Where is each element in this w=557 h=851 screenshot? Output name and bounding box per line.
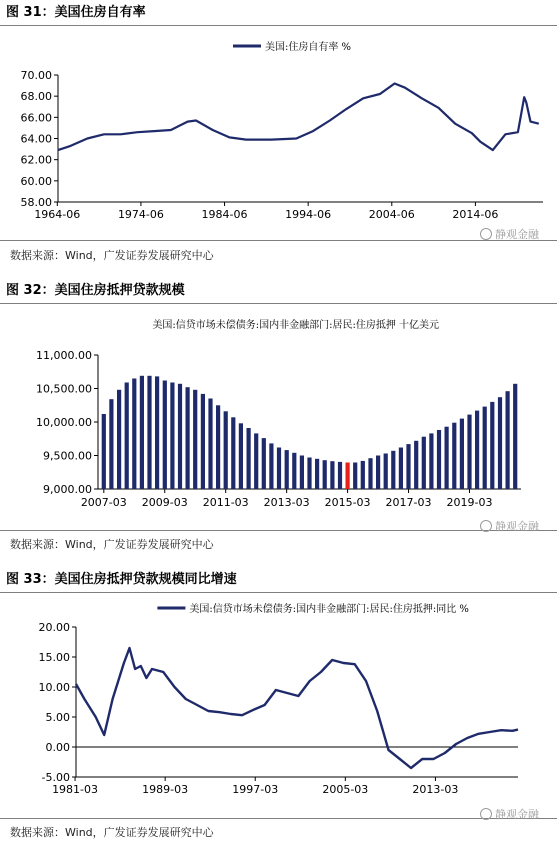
y-tick-label: -5.00: [41, 771, 70, 784]
y-tick-label: 62.00: [20, 153, 52, 167]
bar-2012Q1: [254, 433, 258, 489]
bar-2020Q3: [513, 384, 517, 489]
bar-2011Q2: [231, 417, 235, 489]
y-tick-label: 10,000.00: [36, 416, 92, 429]
chart-31-panel: [8, 30, 549, 240]
bar-2017Q2: [414, 441, 418, 489]
y-tick-label: 68.00: [20, 90, 52, 104]
bar-2007Q3: [117, 390, 121, 489]
divider-33-top: [0, 592, 557, 593]
bar-2013Q3: [300, 456, 304, 490]
bar-2007Q2: [109, 399, 113, 489]
figure-33-title: 图 33：美国住房抵押贷款规模同比增速: [6, 572, 237, 587]
bar-2012Q2: [262, 438, 266, 489]
figure-31-title: 图 31：美国住房自有率: [6, 5, 146, 20]
bar-2011Q4: [247, 428, 251, 489]
bar-2017Q3: [422, 437, 426, 489]
y-tick-label: 9,500.00: [43, 449, 92, 463]
bar-2013Q1: [285, 450, 289, 489]
bar-2010Q1: [193, 390, 197, 489]
bar-2010Q4: [216, 405, 220, 489]
bar-2010Q3: [208, 399, 212, 490]
bar-2014Q4: [338, 462, 342, 489]
x-tick-label: 2013-03: [263, 496, 310, 509]
x-tick-label: 2019-03: [446, 496, 493, 509]
bar-2012Q3: [269, 443, 273, 489]
bar-2020Q1: [498, 397, 502, 489]
watermark-31: [480, 226, 539, 242]
bar-2019Q3: [483, 407, 487, 489]
bar-2020Q2: [506, 391, 510, 489]
y-tick-label: 5.00: [45, 711, 70, 724]
divider-32-bottom: [0, 530, 557, 531]
chart-33-panel: [8, 597, 549, 815]
x-tick-label: 2004-06: [368, 208, 415, 221]
x-tick-label: 2009-03: [141, 496, 188, 509]
y-tick-label: 70.00: [20, 69, 52, 82]
divider-31-top: [0, 25, 557, 26]
bar-2012Q4: [277, 448, 281, 490]
bar-2008Q3: [147, 376, 151, 489]
x-tick-label: 1974-06: [117, 208, 164, 221]
bar-2009Q4: [186, 387, 190, 489]
divider-32-top: [0, 303, 557, 304]
x-tick-label: 2014-06: [452, 208, 499, 221]
bar-2014Q3: [330, 461, 334, 489]
chart-32-panel: [8, 308, 549, 530]
x-tick-label: 2011-03: [202, 496, 249, 509]
watermark-logo-icon: [480, 520, 492, 532]
watermark-33: [480, 806, 539, 822]
x-tick-label: 1994-06: [285, 208, 332, 221]
legend-label: 美国:信贷市场未偿债务:国内非金融部门:居民:住房抵押 十亿美元: [152, 320, 440, 331]
x-tick-label: 1989-03: [142, 783, 189, 796]
bar-2016Q2: [384, 454, 388, 490]
x-tick-label: 1981-03: [52, 783, 99, 796]
bar-2015Q2: [353, 463, 357, 490]
bar-2017Q1: [406, 444, 410, 489]
divider-31-bottom: [0, 240, 557, 241]
bar-2008Q1: [132, 379, 136, 490]
chart-31-svg: [8, 30, 549, 240]
bar-2014Q1: [315, 459, 319, 489]
bar-2016Q3: [391, 451, 395, 489]
y-tick-label: 11,000.00: [36, 349, 92, 362]
bar-2008Q2: [140, 376, 144, 489]
y-tick-label: 64.00: [20, 132, 52, 146]
bar-2018Q1: [437, 430, 441, 489]
x-tick-label: 2015-03: [324, 496, 371, 509]
watermark-32: [480, 518, 539, 534]
bar-2015Q4: [368, 458, 372, 489]
y-tick-label: 20.00: [38, 621, 70, 634]
series-line-homeownership-rate: [58, 84, 539, 151]
bar-2014Q2: [323, 460, 327, 489]
bar-2018Q3: [452, 423, 456, 489]
bar-2018Q4: [460, 419, 464, 489]
bar-2015Q1: [346, 463, 350, 490]
watermark-text: 静观金融: [495, 228, 539, 241]
legend-label: 美国:信贷市场未偿债务:国内非金融部门:居民:住房抵押:同比 %: [189, 604, 469, 615]
x-tick-label: 1964-06: [34, 208, 81, 221]
y-tick-label: 10.00: [38, 681, 70, 694]
x-tick-label: 1984-06: [201, 208, 248, 221]
x-tick-label: 2017-03: [385, 496, 432, 509]
bar-2016Q4: [399, 448, 403, 490]
bar-2007Q4: [125, 383, 129, 490]
source-note-33: 数据来源：Wind，广发证券发展研究中心: [10, 826, 214, 839]
bar-2011Q3: [239, 423, 243, 489]
bar-2009Q3: [178, 384, 182, 489]
bar-2017Q4: [429, 433, 433, 489]
watermark-text: 静观金融: [495, 520, 539, 533]
y-tick-label: 60.00: [20, 174, 52, 188]
series-line-mortgage-yoy: [76, 648, 518, 768]
x-tick-label: 2013-03: [412, 783, 459, 796]
bar-2009Q1: [163, 381, 167, 490]
legend-label: 美国:住房自有率 %: [265, 42, 352, 53]
bar-2009Q2: [170, 383, 174, 490]
x-tick-label: 2005-03: [322, 783, 369, 796]
source-note-31: 数据来源：Wind，广发证券发展研究中心: [10, 249, 214, 262]
chart-32-svg: [8, 308, 549, 530]
y-tick-label: 58.00: [20, 196, 52, 209]
bar-2013Q2: [292, 453, 296, 489]
x-tick-label: 2007-03: [80, 496, 127, 509]
bar-2013Q4: [307, 458, 311, 490]
bar-2018Q2: [445, 427, 449, 489]
bar-2015Q3: [361, 461, 365, 489]
bar-2019Q1: [467, 415, 471, 489]
bar-2011Q1: [224, 411, 228, 489]
y-tick-label: 0.00: [45, 741, 70, 754]
bar-2010Q2: [201, 394, 205, 489]
y-tick-label: 66.00: [20, 111, 52, 125]
watermark-logo-icon: [480, 228, 492, 240]
bar-2019Q2: [475, 411, 479, 489]
chart-33-svg: [8, 597, 549, 815]
divider-33-bottom: [0, 818, 557, 819]
y-tick-label: 10,500.00: [36, 382, 92, 396]
bar-2008Q4: [155, 376, 159, 489]
bar-2016Q1: [376, 456, 380, 490]
x-tick-label: 1997-03: [232, 783, 279, 796]
bar-2007Q1: [102, 414, 106, 489]
source-note-32: 数据来源：Wind，广发证券发展研究中心: [10, 538, 214, 551]
y-tick-label: 15.00: [38, 651, 70, 664]
watermark-logo-icon: [480, 808, 492, 820]
figure-32-title: 图 32：美国住房抵押贷款规模: [6, 283, 185, 298]
watermark-text: 静观金融: [495, 808, 539, 821]
bar-2019Q4: [490, 402, 494, 489]
y-tick-label: 9,000.00: [43, 483, 92, 496]
